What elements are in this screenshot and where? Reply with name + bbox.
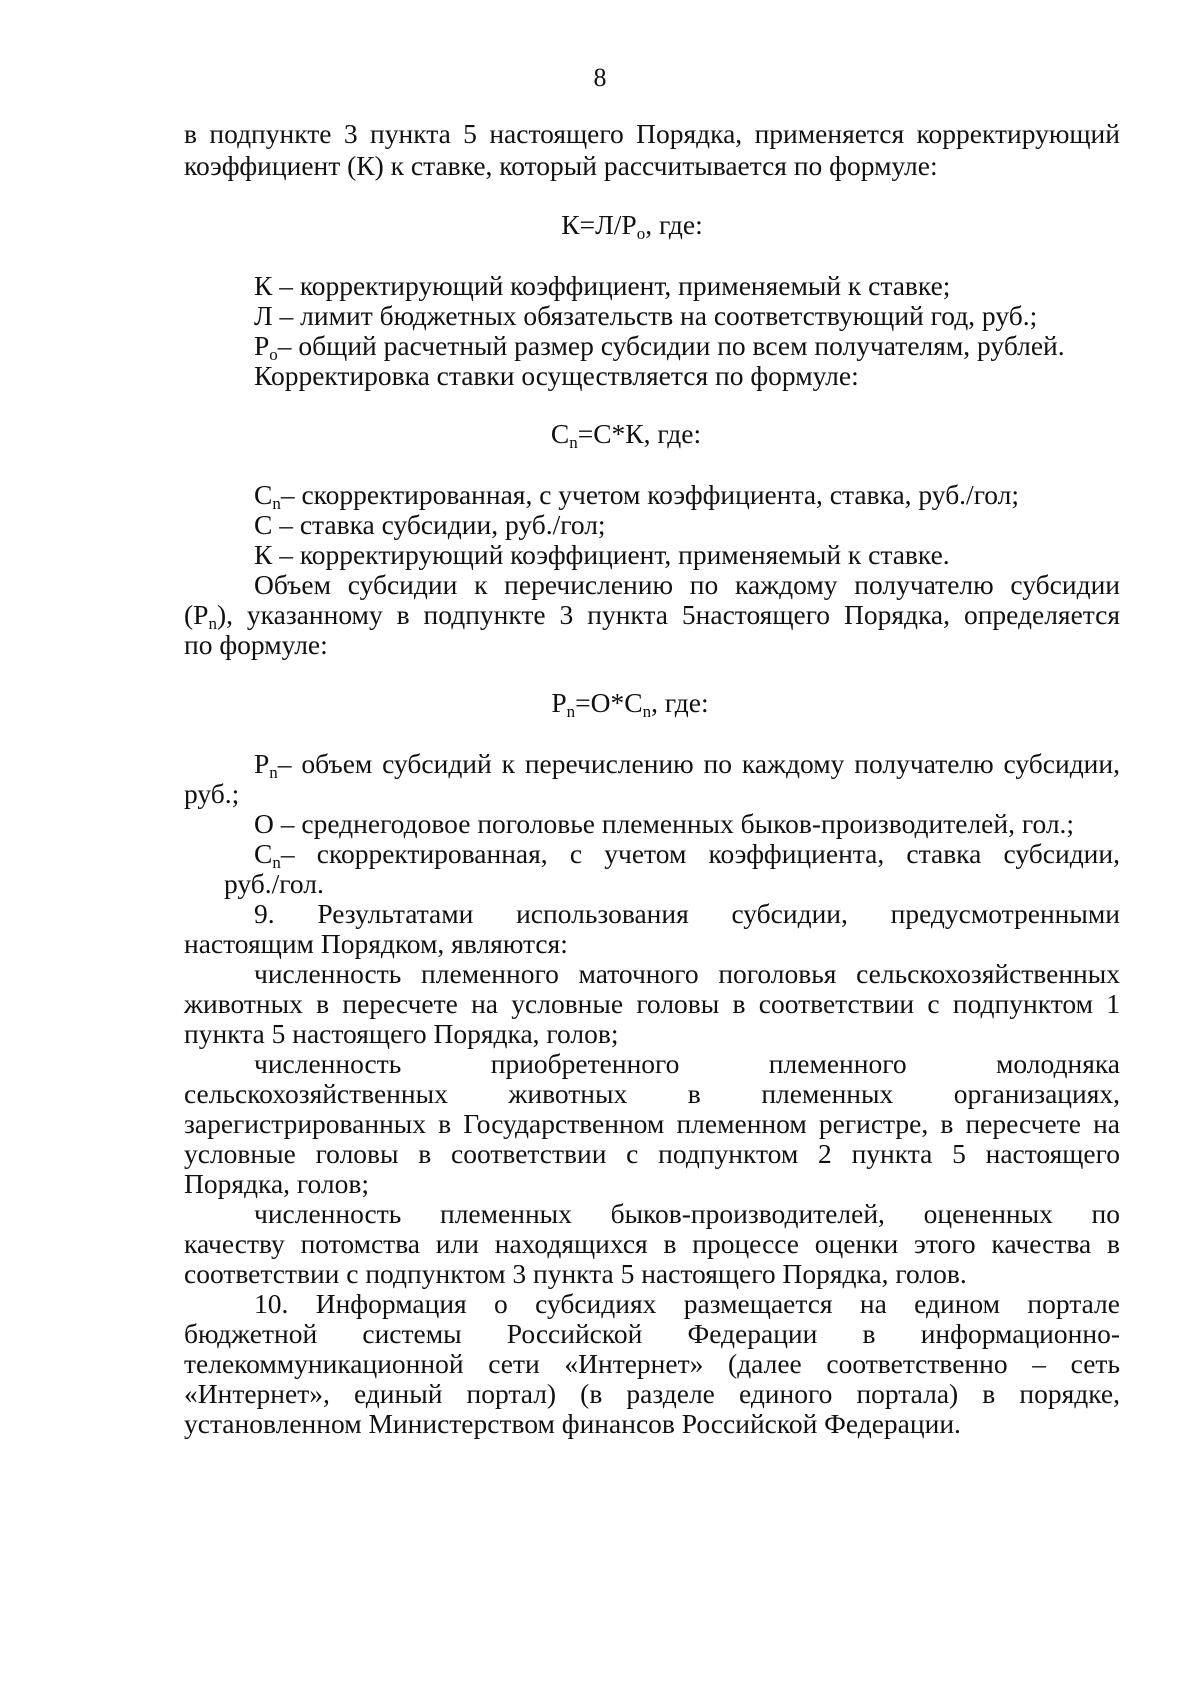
text-line: пункта 5 настоящего Порядка, голов; <box>184 1018 619 1049</box>
text-line: С – ставка субсидии, руб./гол; <box>254 509 606 540</box>
text-line: 9. Результатами использования субсидии, предусмотренными <box>254 898 1120 929</box>
formula-cn: $С_n=С*К$, где: <box>550 418 702 452</box>
text-line: Порядка, голов; <box>184 1168 369 1199</box>
text-line: соответствии с подпунктом 3 пункта 5 настоящего Порядка, голов. <box>184 1258 967 1289</box>
text-line: «Интернет», единый портал) (в разделе единого портала) в порядке, <box>184 1378 1120 1409</box>
text-line: качеству потомства или находящихся в процессе оценки этого качества в <box>184 1228 1120 1259</box>
text-line: в подпункте 3 пункта 5 настоящего Порядка, применяется корректирующий <box>184 118 1120 149</box>
text-line: О – среднегодовое поголовье племенных быков-производителей, гол.; <box>254 808 1075 839</box>
text-line: зарегистрированных в Государственном племенном регистре, в пересчете на <box>184 1108 1120 1139</box>
formula-pn: $Р_n=О*С_n$, где: <box>551 687 709 721</box>
text-line: руб./гол. <box>224 868 324 899</box>
text-line: К – корректирующий коэффициент, применяемый к ставке; <box>254 270 951 301</box>
text-line: Объем субсидии к перечислению по каждому получателю субсидии <box>254 569 1120 600</box>
text-line: условные головы в соответствии с подпунктом 2 пункта 5 настоящего <box>184 1138 1120 1169</box>
text-line: $С_n-$ скорректированная, с учетом коэффициента, ставка субсидии, <box>254 838 1120 872</box>
text-line: $(Р_n)$, указанному в подпункте 3 пункта 5настоящего Порядка, определяется <box>184 599 1120 633</box>
text-line: К – корректирующий коэффициент, применяемый к ставке. <box>254 539 950 570</box>
page-number: 8 <box>593 63 607 92</box>
text-line: сельскохозяйственных животных в племенных организациях, <box>184 1078 1120 1109</box>
text-line: численность племенного маточного поголовья сельскохозяйственных <box>254 958 1120 989</box>
formula-k: $К=Л/Р_о$, где: <box>561 209 703 243</box>
text-line: установленном Министерством финансов Российской Федерации. <box>184 1408 961 1439</box>
text-line: коэффициент (К) к ставке, который рассчитывается по формуле: <box>184 150 938 181</box>
text-line: руб.; <box>184 778 240 809</box>
text-line: телекоммуникационной сети «Интернет» (далее соответственно – сеть <box>184 1348 1120 1379</box>
text-line: численность приобретенного племенного молодняка <box>254 1048 1120 1079</box>
text-line: $С_n-$ скорректированная, с учетом коэффициента, ставка, руб./гол; <box>254 479 1020 513</box>
text-line: Л – лимит бюджетных обязательств на соответствующий год, руб.; <box>254 300 1038 331</box>
text-line: 10. Информация о субсидиях размещается на едином портале <box>254 1288 1120 1319</box>
text-line: $Р_n-$ объем субсидий к перечислению по каждому получателю субсидии, <box>254 748 1120 782</box>
text-line: настоящим Порядком, являются: <box>184 928 568 959</box>
text-line: бюджетной системы Российской Федерации в информационно- <box>184 1318 1120 1349</box>
text-line: численность племенных быков-производителей, оцененных по <box>254 1198 1120 1229</box>
text-line: $Р_о-$ общий расчетный размер субсидии по всем получателям, рублей. <box>254 330 1065 364</box>
text-line: по формуле: <box>184 629 328 660</box>
text-line: Корректировка ставки осуществляется по формуле: <box>254 360 859 391</box>
text-line: животных в пересчете на условные головы в соответствии с подпунктом 1 <box>184 988 1120 1019</box>
